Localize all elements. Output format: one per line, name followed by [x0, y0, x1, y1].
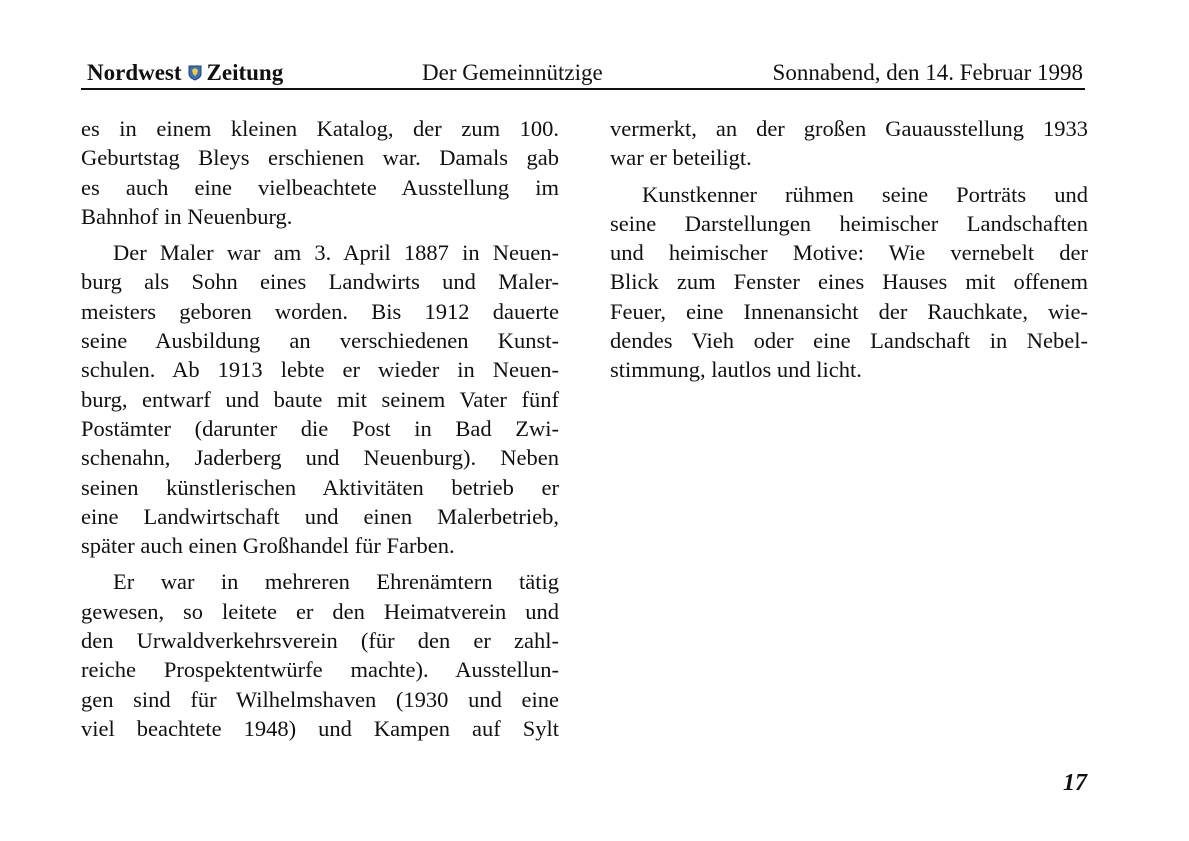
- paragraph: [610, 114, 1088, 173]
- text-line: seine Ausbildung an verschiedenen Kunst-: [81, 328, 559, 354]
- running-header: [81, 58, 1085, 90]
- text-line: eine Landwirtschaft und einen Malerbetrieb,: [81, 503, 559, 529]
- text-line: Der Maler war am 3. April 1887 in Neuen-: [113, 240, 559, 266]
- text-line: Kunstkenner rühmen seine Porträts und: [642, 181, 1088, 207]
- text-line: reiche Prospektentwürfe machte). Ausstellun-: [81, 657, 559, 683]
- text-line: Er war in mehreren Ehrenämtern tätig: [113, 569, 559, 595]
- paragraph: [81, 567, 559, 743]
- text-line: war er beteiligt.: [610, 145, 752, 171]
- left-column: [81, 114, 559, 750]
- text-line: stimmung, lautlos und licht.: [610, 357, 862, 383]
- text-line: Postämter (darunter die Post in Bad Zwi-: [81, 415, 559, 441]
- text-line: es auch eine vielbeachtete Ausstellung im: [81, 174, 559, 200]
- text-line: Feuer, eine Innenansicht der Rauchkate, wie-: [610, 298, 1088, 324]
- text-line: Bahnhof in Neuenburg.: [81, 203, 293, 229]
- brand-name-left: Nordwest: [87, 60, 182, 85]
- text-line: Geburtstag Bleys erschienen war. Damals gab: [81, 145, 559, 171]
- text-line: burg, entwarf und baute mit seinem Vater fünf: [81, 386, 559, 412]
- text-line: burg als Sohn eines Landwirts und Maler-: [81, 269, 559, 295]
- text-line: seinen künstlerischen Aktivitäten betrieb er: [81, 474, 559, 500]
- text-line: später auch einen Großhandel für Farben.: [81, 533, 455, 559]
- text-line: es in einem kleinen Katalog, der zum 100.: [81, 116, 559, 141]
- coat-of-arms-icon: [188, 65, 202, 81]
- section-title: Der Gemeinnützige: [422, 60, 603, 85]
- text-line: den Urwaldverkehrsverein (für den er zahl-: [81, 628, 559, 654]
- page-number: 17: [1063, 770, 1087, 796]
- newspaper-brand: [87, 60, 283, 86]
- text-line: meisters geboren worden. Bis 1912 dauerte: [81, 298, 559, 324]
- text-line: Blick zum Fenster eines Hauses mit offenem: [610, 269, 1088, 295]
- text-line: schulen. Ab 1913 lebte er wieder in Neuen-: [81, 357, 559, 383]
- brand-name-right: Zeitung: [206, 60, 284, 85]
- paragraph: [81, 114, 559, 231]
- text-line: seine Darstellungen heimischer Landschaften: [610, 210, 1088, 236]
- issue-date: Sonnabend, den 14. Februar 1998: [772, 60, 1083, 85]
- paragraph: [610, 180, 1088, 385]
- text-line: gen sind für Wilhelmshaven (1930 und eine: [81, 686, 559, 712]
- paragraph: [81, 238, 559, 560]
- right-column: [610, 114, 1088, 392]
- text-line: viel beachtete 1948) und Kampen auf Sylt: [81, 715, 559, 741]
- text-line: und heimischer Motive: Wie vernebelt der: [610, 240, 1088, 266]
- text-line: dendes Vieh oder eine Landschaft in Nebel-: [610, 328, 1088, 354]
- text-line: vermerkt, an der großen Gauausstellung 1933: [610, 116, 1088, 141]
- text-line: schenahn, Jaderberg und Neuenburg). Neben: [81, 445, 559, 471]
- text-line: gewesen, so leitete er den Heimatverein und: [81, 598, 559, 624]
